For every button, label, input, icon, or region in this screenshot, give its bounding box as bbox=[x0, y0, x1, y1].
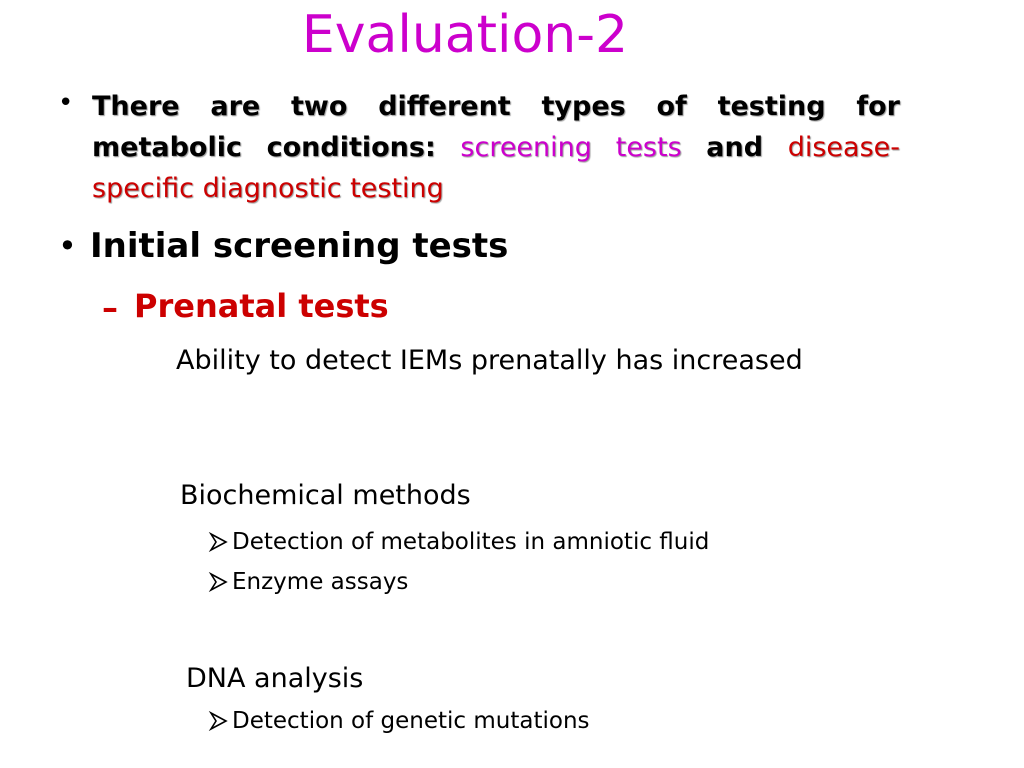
slide-title: Evaluation-2 bbox=[301, 5, 629, 65]
list-item bbox=[208, 705, 590, 737]
diagnostic-testing-highlight: disease-specific diagnostic testing bbox=[92, 132, 900, 204]
intro-space bbox=[436, 132, 461, 163]
dna-analysis-heading: DNA analysis bbox=[186, 663, 364, 694]
list-item-text: Detection of metabolites in amniotic fluid bbox=[232, 529, 710, 555]
list-item-text: Detection of genetic mutations bbox=[232, 708, 590, 734]
bullet-dot bbox=[58, 82, 73, 124]
intro-connector: and bbox=[681, 132, 788, 163]
biochemical-methods-heading: Biochemical methods bbox=[180, 480, 471, 511]
list-item-text: Enzyme assays bbox=[232, 569, 409, 595]
arrow-right-icon bbox=[208, 711, 228, 731]
list-item bbox=[208, 566, 408, 598]
screening-tests-highlight: screening tests bbox=[460, 132, 682, 163]
ability-paragraph: Ability to detect IEMs prenatally has increased bbox=[176, 345, 803, 376]
list-item bbox=[208, 526, 709, 558]
bullet-dot: • bbox=[58, 227, 77, 265]
prenatal-tests-heading: Prenatal tests bbox=[134, 287, 389, 325]
arrow-right-icon bbox=[208, 572, 228, 592]
dash-bullet: – bbox=[102, 289, 118, 327]
bullet-glyph: • bbox=[58, 88, 74, 118]
intro-text: There are two different types of testing for metabolic conditions: bbox=[92, 91, 900, 163]
intro-paragraph bbox=[92, 86, 900, 209]
arrow-right-icon bbox=[208, 532, 228, 552]
initial-screening-heading: Initial screening tests bbox=[90, 226, 509, 266]
